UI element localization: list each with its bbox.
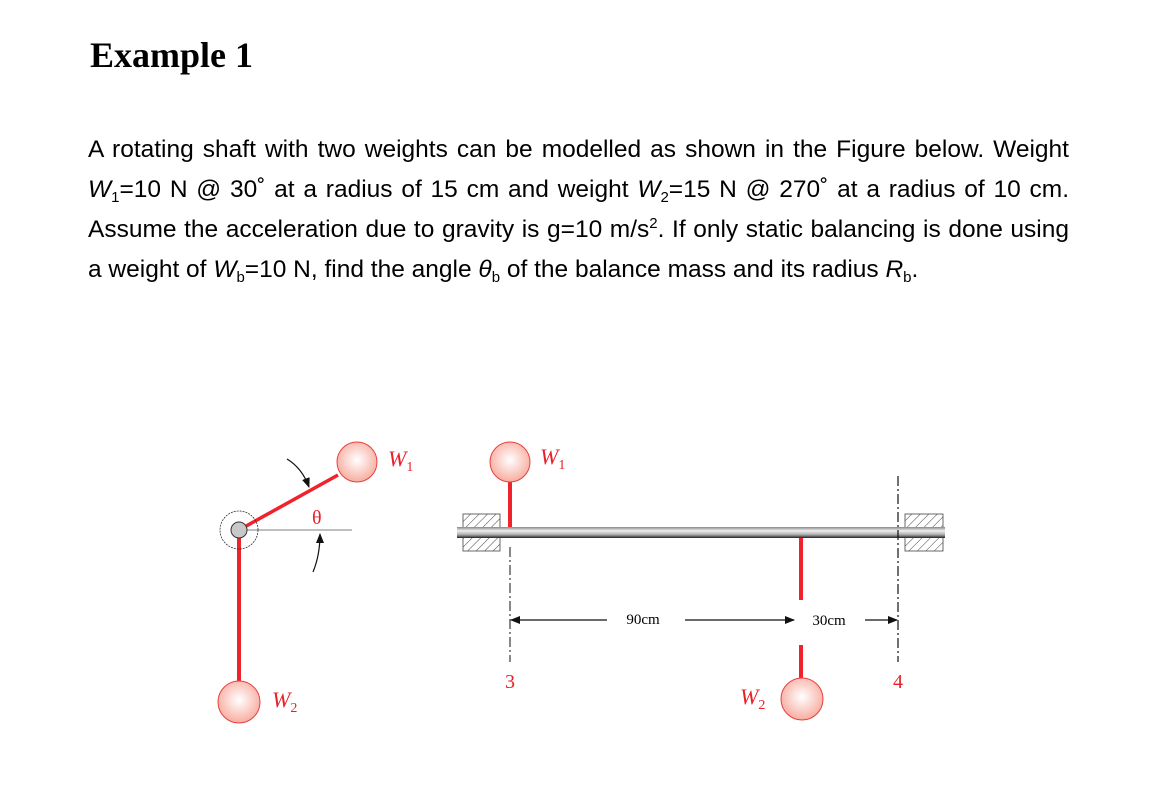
sub: b [236,269,245,286]
shaft [457,527,945,538]
page-title: Example 1 [90,35,254,75]
text: =10 N @ 30˚ at a radius of 15 cm and weight [119,176,638,203]
w1-arm [239,475,338,530]
theta-label: θ [312,507,322,529]
dim-30cm: 30cm [812,613,846,629]
text: A rotating shaft with two weights can be modelled as shown in the Figure below. Weight [88,136,1069,163]
w2-ball [218,681,260,723]
dim-90cm: 90cm [626,612,660,628]
plane-4-label: 4 [893,671,903,693]
var-w: W [213,256,237,283]
sup: 2 [649,214,658,232]
text: . [911,256,919,283]
w2-label: $W_2$ [272,687,298,716]
angle-arrow-bottom [313,534,320,572]
var-theta: θ [478,256,492,283]
sub: 2 [660,189,669,206]
text: . If only static balancing is done using a weight of [88,216,1069,283]
text: of the balance mass and its radius [500,256,886,283]
angle-arrow-top [287,459,309,487]
w2-ball-side [781,678,823,720]
text: =10 N, find the angle [244,256,479,283]
w1-label: $W_1$ [388,446,414,475]
side-view [457,442,945,720]
var-r: R [885,256,904,283]
w2-label-side: $W_2$ [740,684,766,713]
shaft-hub [231,522,247,538]
sub: b [491,269,501,286]
end-view [218,442,413,723]
sub: b [903,269,912,286]
var-w: W [88,176,112,203]
var-w: W [637,176,661,203]
w1-ball [337,442,377,482]
w1-ball-side [490,442,530,482]
plane-3-label: 3 [505,671,515,693]
sub: 1 [111,189,120,206]
text: =15 N @ 270˚ at a radius of 10 cm. Assume the acceleration due to gravity is g=10 m/s [88,176,1070,243]
w1-label-side: $W_1$ [540,444,566,473]
